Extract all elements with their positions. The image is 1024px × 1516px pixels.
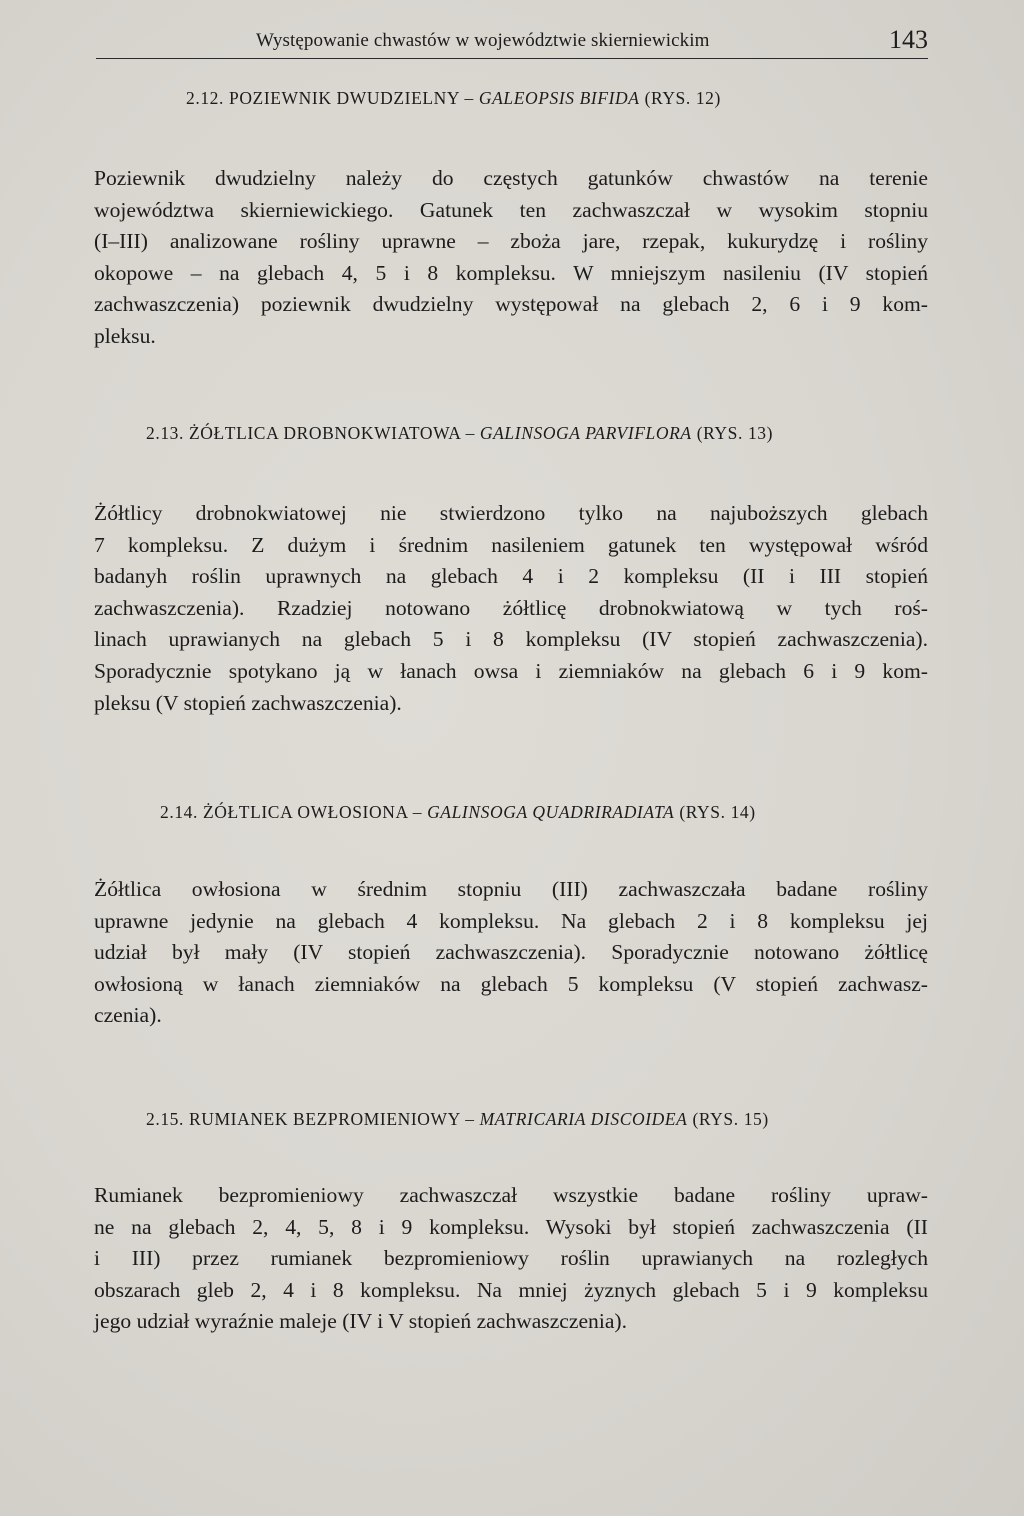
section-dash: – xyxy=(464,88,474,108)
section-latin-name: GALINSOGA PARVIFLORA xyxy=(479,423,692,443)
paragraph-line: województwa skierniewickiego. Gatunek ten zachwaszczał w wysokim stopniu xyxy=(94,197,928,222)
paragraph-line: i III) przez rumianek bezpromieniowy roślin uprawianych na rozległych xyxy=(94,1246,928,1271)
section-number: 2.13. xyxy=(146,423,184,443)
paragraph-line: okopowe – na glebach 4, 5 i 8 kompleksu. W mniejszym nasileniu (IV stopień xyxy=(94,260,928,285)
section-figure-ref: (RYS. 13) xyxy=(696,423,774,443)
section-figure-ref: (RYS. 15) xyxy=(692,1109,769,1129)
paragraph-line: obszarach gleb 2, 4 i 8 kompleksu. Na mniej żyznych glebach 5 i 9 kompleksu xyxy=(94,1277,928,1302)
section-latin-name: GALEOPSIS BIFIDA xyxy=(478,88,640,108)
section-name: ŻÓŁTLICA OWŁOSIONA xyxy=(202,802,408,822)
page-number: 143 xyxy=(889,25,928,54)
paragraph-line: zachwaszczenia). Rzadziej notowano żółtlicę drobnokwiatową w tych roś- xyxy=(94,595,928,620)
section-number: 2.14. xyxy=(160,802,198,822)
section-name: ŻÓŁTLICA DROBNOKWIATOWA xyxy=(188,423,461,443)
paragraph-line: Sporadycznie spotykano ją w łanach owsa i ziemniaków na glebach 6 i 9 kom- xyxy=(94,658,928,683)
section-heading-2-15 xyxy=(146,1109,769,1130)
paragraph-line: badanyh roślin uprawnych na glebach 4 i 2 kompleksu (II i III stopień xyxy=(94,564,928,589)
section-figure-ref: (RYS. 14) xyxy=(679,802,756,822)
section-heading-2-13 xyxy=(146,423,773,444)
section-number: 2.15. xyxy=(146,1109,184,1129)
section-paragraph-2-13 xyxy=(94,498,928,719)
section-dash: – xyxy=(465,423,475,443)
section-figure-ref: (RYS. 12) xyxy=(644,88,721,108)
section-dash: – xyxy=(465,1109,475,1129)
paragraph-line: uprawne jedynie na glebach 4 kompleksu. Na glebach 2 i 8 kompleksu jej xyxy=(94,908,928,933)
section-paragraph-2-12 xyxy=(94,163,928,353)
paragraph-line: pleksu. xyxy=(94,323,156,348)
section-heading-2-12 xyxy=(186,88,721,109)
paragraph-line: ne na glebach 2, 4, 5, 8 i 9 kompleksu. Wysoki był stopień zachwaszczenia (II xyxy=(94,1214,928,1239)
paragraph-line: Rumianek bezpromieniowy zachwaszczał wszystkie badane rośliny upraw- xyxy=(94,1183,928,1207)
paragraph-line: czenia). xyxy=(94,1003,162,1028)
section-latin-name: MATRICARIA DISCOIDEA xyxy=(479,1109,688,1129)
section-dash: – xyxy=(412,802,423,822)
page-header xyxy=(96,22,928,59)
section-paragraph-2-14 xyxy=(94,874,928,1032)
paragraph-line: Poziewnik dwudzielny należy do częstych gatunków chwastów na terenie xyxy=(94,166,928,190)
paragraph-line: Żółtlica owłosiona w średnim stopniu (III) zachwaszczała badane rośliny xyxy=(94,877,928,901)
paragraph-line: Żółtlicy drobnokwiatowej nie stwierdzono tylko na najuboższych glebach xyxy=(94,501,928,525)
section-number: 2.12. xyxy=(186,88,224,108)
running-title: Występowanie chwastów w województwie skierniewickim xyxy=(256,30,710,51)
paragraph-line: zachwaszczenia) poziewnik dwudzielny występował na glebach 2, 6 i 9 kom- xyxy=(94,292,928,317)
paragraph-line: udział był mały (IV stopień zachwaszczenia). Sporadycznie notowano żółtlicę xyxy=(94,940,928,965)
section-paragraph-2-15 xyxy=(94,1180,928,1338)
paragraph-line: 7 kompleksu. Z dużym i średnim nasileniem gatunek ten występował wśród xyxy=(94,532,928,557)
paragraph-line: linach uprawianych na glebach 5 i 8 kompleksu (IV stopień zachwaszczenia). xyxy=(94,627,928,652)
section-name: POZIEWNIK DWUDZIELNY xyxy=(228,88,460,108)
paragraph-line: jego udział wyraźnie maleje (IV i V stopień zachwaszczenia). xyxy=(94,1309,628,1334)
section-heading-2-14 xyxy=(160,802,756,823)
paragraph-line: owłosioną w łanach ziemniaków na glebach 5 kompleksu (V stopień zachwasz- xyxy=(94,971,928,996)
section-latin-name: GALINSOGA QUADRIRADIATA xyxy=(427,802,675,822)
section-name: RUMIANEK BEZPROMIENIOWY xyxy=(188,1109,461,1129)
paragraph-line: (I–III) analizowane rośliny uprawne – zboża jare, rzepak, kukurydzę i rośliny xyxy=(94,229,928,254)
paragraph-line: pleksu (V stopień zachwaszczenia). xyxy=(94,690,402,715)
